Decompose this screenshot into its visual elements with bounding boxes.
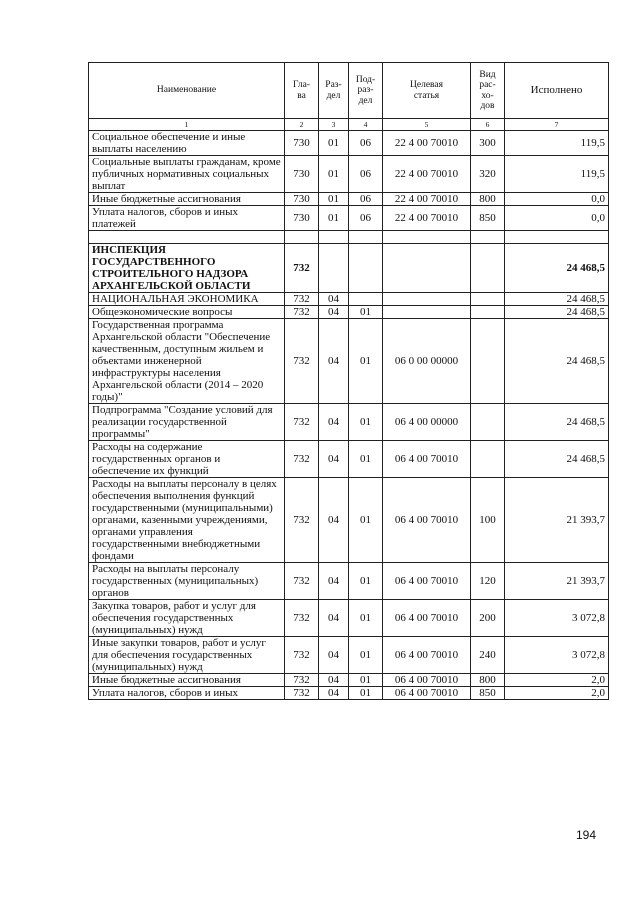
table-row xyxy=(89,637,609,674)
row-subsection-cell: 01 xyxy=(349,306,383,319)
table-row xyxy=(89,244,609,293)
row-name-cell: Иные закупки товаров, работ и услуг для обеспечения государственных (муниципальных) нужд xyxy=(89,637,285,674)
row-target-cell: 06 4 00 70010 xyxy=(383,674,471,687)
row-section-cell: 04 xyxy=(319,563,349,600)
row-chapter-cell: 732 xyxy=(285,244,319,293)
row-expense-type-cell: 800 xyxy=(471,674,505,687)
page-number: 194 xyxy=(576,828,597,842)
header-chapter: Гла- ва xyxy=(285,63,319,119)
row-executed-cell: 2,0 xyxy=(505,687,609,700)
row-name-cell: ИНСПЕКЦИЯ ГОСУДАРСТВЕННОГО СТРОИТЕЛЬНОГО НАДЗОРА АРХАНГЕЛЬСКОЙ ОБЛАСТИ xyxy=(89,244,285,293)
row-expense-type-cell xyxy=(471,319,505,404)
row-section-cell: 01 xyxy=(319,206,349,231)
row-executed-cell xyxy=(505,231,609,244)
row-chapter-cell: 732 xyxy=(285,600,319,637)
row-name-cell: Уплата налогов, сборов и иных платежей xyxy=(89,206,285,231)
row-chapter-cell: 732 xyxy=(285,478,319,563)
row-subsection-cell: 06 xyxy=(349,193,383,206)
column-number: 1 xyxy=(89,119,285,131)
table-row xyxy=(89,156,609,193)
header-executed: Исполнено xyxy=(505,63,609,119)
row-target-cell xyxy=(383,231,471,244)
row-name-cell: Расходы на выплаты персоналу государственных (муниципальных) органов xyxy=(89,563,285,600)
table-row xyxy=(89,131,609,156)
row-chapter-cell: 732 xyxy=(285,404,319,441)
row-chapter-cell: 732 xyxy=(285,293,319,306)
row-chapter-cell: 730 xyxy=(285,156,319,193)
row-subsection-cell: 01 xyxy=(349,404,383,441)
row-executed-cell: 2,0 xyxy=(505,674,609,687)
column-number: 5 xyxy=(383,119,471,131)
row-name-cell: Расходы на содержание государственных органов и обеспечение их функций xyxy=(89,441,285,478)
row-executed-cell: 24 468,5 xyxy=(505,293,609,306)
row-subsection-cell xyxy=(349,244,383,293)
row-expense-type-cell xyxy=(471,441,505,478)
row-executed-cell: 119,5 xyxy=(505,156,609,193)
row-subsection-cell: 01 xyxy=(349,478,383,563)
row-target-cell xyxy=(383,306,471,319)
row-subsection-cell: 06 xyxy=(349,131,383,156)
row-section-cell: 01 xyxy=(319,156,349,193)
row-section-cell: 04 xyxy=(319,478,349,563)
row-section-cell xyxy=(319,244,349,293)
table-row xyxy=(89,674,609,687)
row-executed-cell: 21 393,7 xyxy=(505,478,609,563)
column-number: 2 xyxy=(285,119,319,131)
row-section-cell: 04 xyxy=(319,674,349,687)
row-target-cell: 06 4 00 70010 xyxy=(383,600,471,637)
row-subsection-cell: 01 xyxy=(349,563,383,600)
row-target-cell xyxy=(383,293,471,306)
row-expense-type-cell xyxy=(471,404,505,441)
row-expense-type-cell xyxy=(471,231,505,244)
table-body xyxy=(89,131,609,700)
row-executed-cell: 24 468,5 xyxy=(505,244,609,293)
row-subsection-cell: 01 xyxy=(349,687,383,700)
row-executed-cell: 24 468,5 xyxy=(505,306,609,319)
table-row xyxy=(89,404,609,441)
row-chapter-cell: 732 xyxy=(285,637,319,674)
header-row xyxy=(89,63,609,119)
row-chapter-cell: 732 xyxy=(285,306,319,319)
row-subsection-cell xyxy=(349,293,383,306)
row-executed-cell: 3 072,8 xyxy=(505,600,609,637)
row-expense-type-cell xyxy=(471,293,505,306)
row-section-cell: 04 xyxy=(319,404,349,441)
row-executed-cell: 24 468,5 xyxy=(505,404,609,441)
row-subsection-cell: 01 xyxy=(349,600,383,637)
row-expense-type-cell xyxy=(471,244,505,293)
table-row xyxy=(89,441,609,478)
row-subsection-cell: 06 xyxy=(349,156,383,193)
row-target-cell: 06 4 00 70010 xyxy=(383,441,471,478)
column-number-row xyxy=(89,119,609,131)
table-row xyxy=(89,193,609,206)
row-subsection-cell: 01 xyxy=(349,637,383,674)
row-section-cell: 04 xyxy=(319,600,349,637)
column-number: 6 xyxy=(471,119,505,131)
row-expense-type-cell: 800 xyxy=(471,193,505,206)
row-executed-cell: 0,0 xyxy=(505,193,609,206)
row-section-cell xyxy=(319,231,349,244)
row-section-cell: 01 xyxy=(319,193,349,206)
row-executed-cell: 24 468,5 xyxy=(505,441,609,478)
row-name-cell: НАЦИОНАЛЬНАЯ ЭКОНОМИКА xyxy=(89,293,285,306)
row-executed-cell: 3 072,8 xyxy=(505,637,609,674)
row-name-cell: Иные бюджетные ассигнования xyxy=(89,193,285,206)
row-executed-cell: 0,0 xyxy=(505,206,609,231)
table-row xyxy=(89,600,609,637)
row-chapter-cell xyxy=(285,231,319,244)
row-target-cell: 06 4 00 70010 xyxy=(383,687,471,700)
row-target-cell: 06 4 00 70010 xyxy=(383,637,471,674)
row-name-cell: Закупка товаров, работ и услуг для обеспечения государственных (муниципальных) нужд xyxy=(89,600,285,637)
row-subsection-cell xyxy=(349,231,383,244)
header-name: Наименование xyxy=(89,63,285,119)
row-target-cell: 22 4 00 70010 xyxy=(383,206,471,231)
row-expense-type-cell xyxy=(471,306,505,319)
row-target-cell: 06 0 00 00000 xyxy=(383,319,471,404)
header-section: Раз- дел xyxy=(319,63,349,119)
table-row xyxy=(89,478,609,563)
row-executed-cell: 119,5 xyxy=(505,131,609,156)
row-expense-type-cell: 850 xyxy=(471,687,505,700)
row-target-cell: 22 4 00 70010 xyxy=(383,131,471,156)
header-target: Целевая статья xyxy=(383,63,471,119)
row-target-cell: 22 4 00 70010 xyxy=(383,156,471,193)
row-section-cell: 01 xyxy=(319,131,349,156)
row-target-cell xyxy=(383,244,471,293)
header-expense-type: Вид рас- хо- дов xyxy=(471,63,505,119)
row-chapter-cell: 732 xyxy=(285,319,319,404)
row-expense-type-cell: 320 xyxy=(471,156,505,193)
row-name-cell: Уплата налогов, сборов и иных xyxy=(89,687,285,700)
budget-table xyxy=(88,62,609,700)
row-chapter-cell: 730 xyxy=(285,131,319,156)
column-number: 7 xyxy=(505,119,609,131)
row-name-cell xyxy=(89,231,285,244)
row-name-cell: Расходы на выплаты персоналу в целях обеспечения выполнения функций государственными (муниципальными) органами, казенными учреждениями, органами управления государственными внебюджетными фондами xyxy=(89,478,285,563)
column-number: 4 xyxy=(349,119,383,131)
blank-row xyxy=(89,231,609,244)
row-chapter-cell: 730 xyxy=(285,206,319,231)
row-subsection-cell: 01 xyxy=(349,441,383,478)
table-row xyxy=(89,319,609,404)
row-subsection-cell: 06 xyxy=(349,206,383,231)
row-expense-type-cell: 100 xyxy=(471,478,505,563)
row-chapter-cell: 730 xyxy=(285,193,319,206)
row-name-cell: Иные бюджетные ассигнования xyxy=(89,674,285,687)
table-row xyxy=(89,206,609,231)
row-target-cell: 06 4 00 70010 xyxy=(383,563,471,600)
row-name-cell: Общеэкономические вопросы xyxy=(89,306,285,319)
row-expense-type-cell: 300 xyxy=(471,131,505,156)
row-target-cell: 06 4 00 70010 xyxy=(383,478,471,563)
row-section-cell: 04 xyxy=(319,637,349,674)
row-section-cell: 04 xyxy=(319,687,349,700)
header-subsection: Под- раз- дел xyxy=(349,63,383,119)
row-section-cell: 04 xyxy=(319,306,349,319)
row-target-cell: 06 4 00 00000 xyxy=(383,404,471,441)
row-chapter-cell: 732 xyxy=(285,441,319,478)
row-executed-cell: 24 468,5 xyxy=(505,319,609,404)
row-expense-type-cell: 850 xyxy=(471,206,505,231)
row-section-cell: 04 xyxy=(319,441,349,478)
table-row xyxy=(89,293,609,306)
column-number: 3 xyxy=(319,119,349,131)
row-expense-type-cell: 120 xyxy=(471,563,505,600)
row-expense-type-cell: 200 xyxy=(471,600,505,637)
table-row xyxy=(89,687,609,700)
row-name-cell: Социальные выплаты гражданам, кроме публичных нормативных социальных выплат xyxy=(89,156,285,193)
row-chapter-cell: 732 xyxy=(285,563,319,600)
row-subsection-cell: 01 xyxy=(349,319,383,404)
row-section-cell: 04 xyxy=(319,319,349,404)
row-chapter-cell: 732 xyxy=(285,687,319,700)
row-executed-cell: 21 393,7 xyxy=(505,563,609,600)
row-name-cell: Государственная программа Архангельской области "Обеспечение качественным, доступным жильем и объектами инженерной инфраструктуры населения Архангельской области (2014 – 2020 годы)" xyxy=(89,319,285,404)
table-row xyxy=(89,306,609,319)
row-section-cell: 04 xyxy=(319,293,349,306)
row-name-cell: Подпрограмма "Создание условий для реализации государственной программы" xyxy=(89,404,285,441)
row-target-cell: 22 4 00 70010 xyxy=(383,193,471,206)
row-subsection-cell: 01 xyxy=(349,674,383,687)
row-name-cell: Социальное обеспечение и иные выплаты населению xyxy=(89,131,285,156)
table-row xyxy=(89,563,609,600)
row-chapter-cell: 732 xyxy=(285,674,319,687)
row-expense-type-cell: 240 xyxy=(471,637,505,674)
